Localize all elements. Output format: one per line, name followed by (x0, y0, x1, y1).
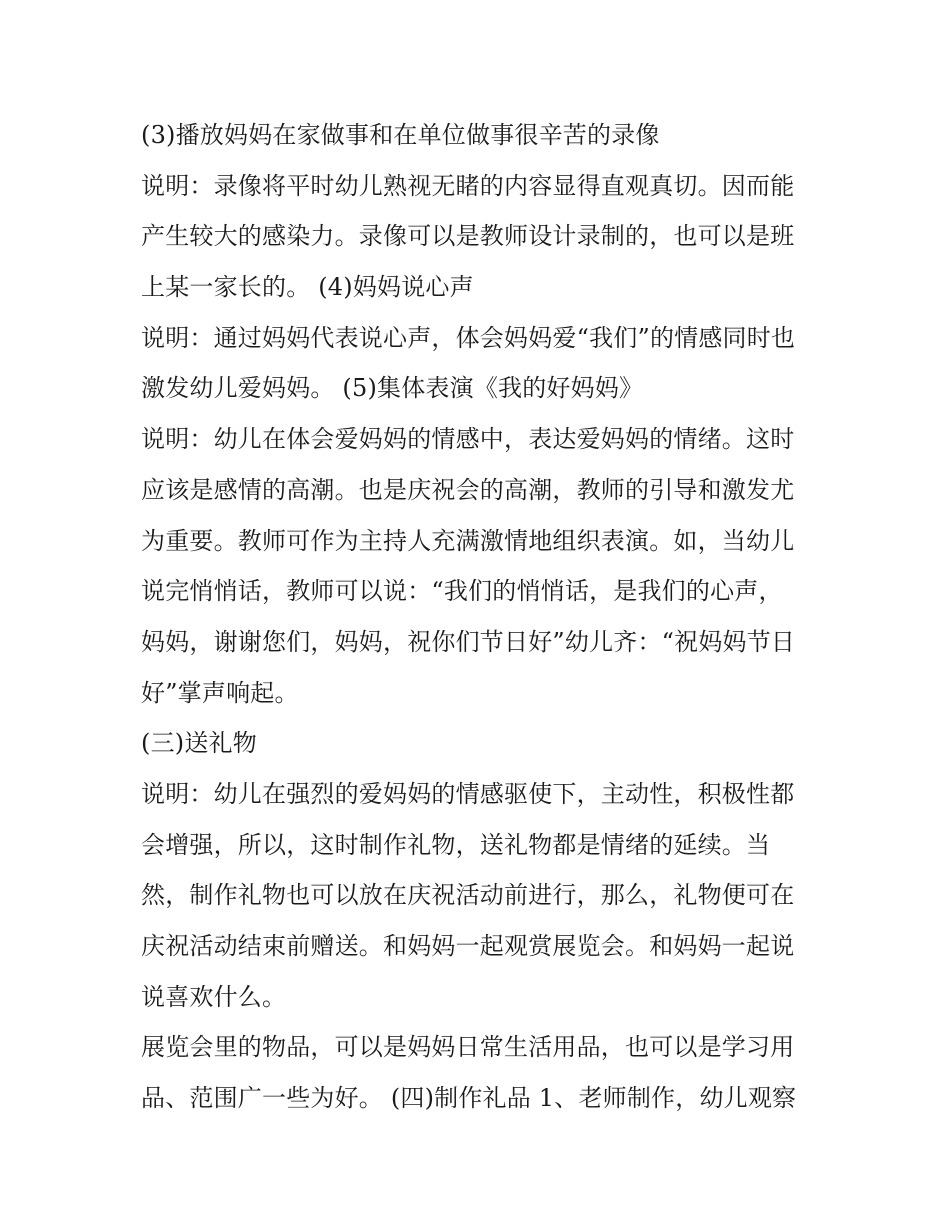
text-line: 为重要。教师可作为主持人充满激情地组织表演。如，当幼儿 (141, 526, 795, 555)
text-line: 说明：幼儿在强烈的爱妈妈的情感驱使下，主动性，积极性都 (141, 779, 795, 808)
text-line: 庆祝活动结束前赠送。和妈妈一起观赏展览会。和妈妈一起说 (141, 932, 795, 960)
text-line: 说明：通过妈妈代表说心声，体会妈妈爱“我们”的情感同时也 (141, 323, 796, 352)
text-line: (3)播放妈妈在家做事和在单位做事很辛苦的录像 (141, 121, 660, 149)
text-line: 然，制作礼物也可以放在庆祝活动前进行，那么，礼物便可在 (141, 881, 795, 910)
text-line: 激发幼儿爱妈妈。 (5)集体表演《我的好妈妈》 (141, 374, 644, 403)
text-line: 说明：录像将平时幼儿熟视无睹的内容显得直观真切。因而能 (141, 171, 795, 200)
text-line: 说喜欢什么。 (141, 982, 287, 1011)
text-line: 说完悄悄话，教师可以说：“我们的悄悄话，是我们的心声， (141, 577, 783, 606)
text-line: 展览会里的物品，可以是妈妈日常生活用品，也可以是学习用 (141, 1033, 795, 1062)
document-body (141, 110, 821, 1124)
text-line: 品、范围广一些为好。 (四)制作礼品 1、老师制作，幼儿观察 (141, 1084, 797, 1113)
section-heading: (三)送礼物 (141, 729, 257, 758)
text-line: 说明：幼儿在体会爱妈妈的情感中，表达爱妈妈的情绪。这时 (141, 425, 795, 454)
text-line: 上某一家长的。 (4)妈妈说心声 (141, 273, 474, 302)
text-line: 会增强，所以，这时制作礼物，送礼物都是情绪的延续。当 (141, 830, 771, 859)
text-line: 产生较大的感染力。录像可以是教师设计录制的，也可以是班 (141, 222, 795, 251)
text-line: 好”掌声响起。 (141, 678, 299, 707)
text-line: 妈妈，谢谢您们，妈妈，祝你们节日好”幼儿齐：“祝妈妈节日 (141, 627, 796, 656)
text-line: 应该是感情的高潮。也是庆祝会的高潮，教师的引导和激发尤 (141, 475, 795, 504)
